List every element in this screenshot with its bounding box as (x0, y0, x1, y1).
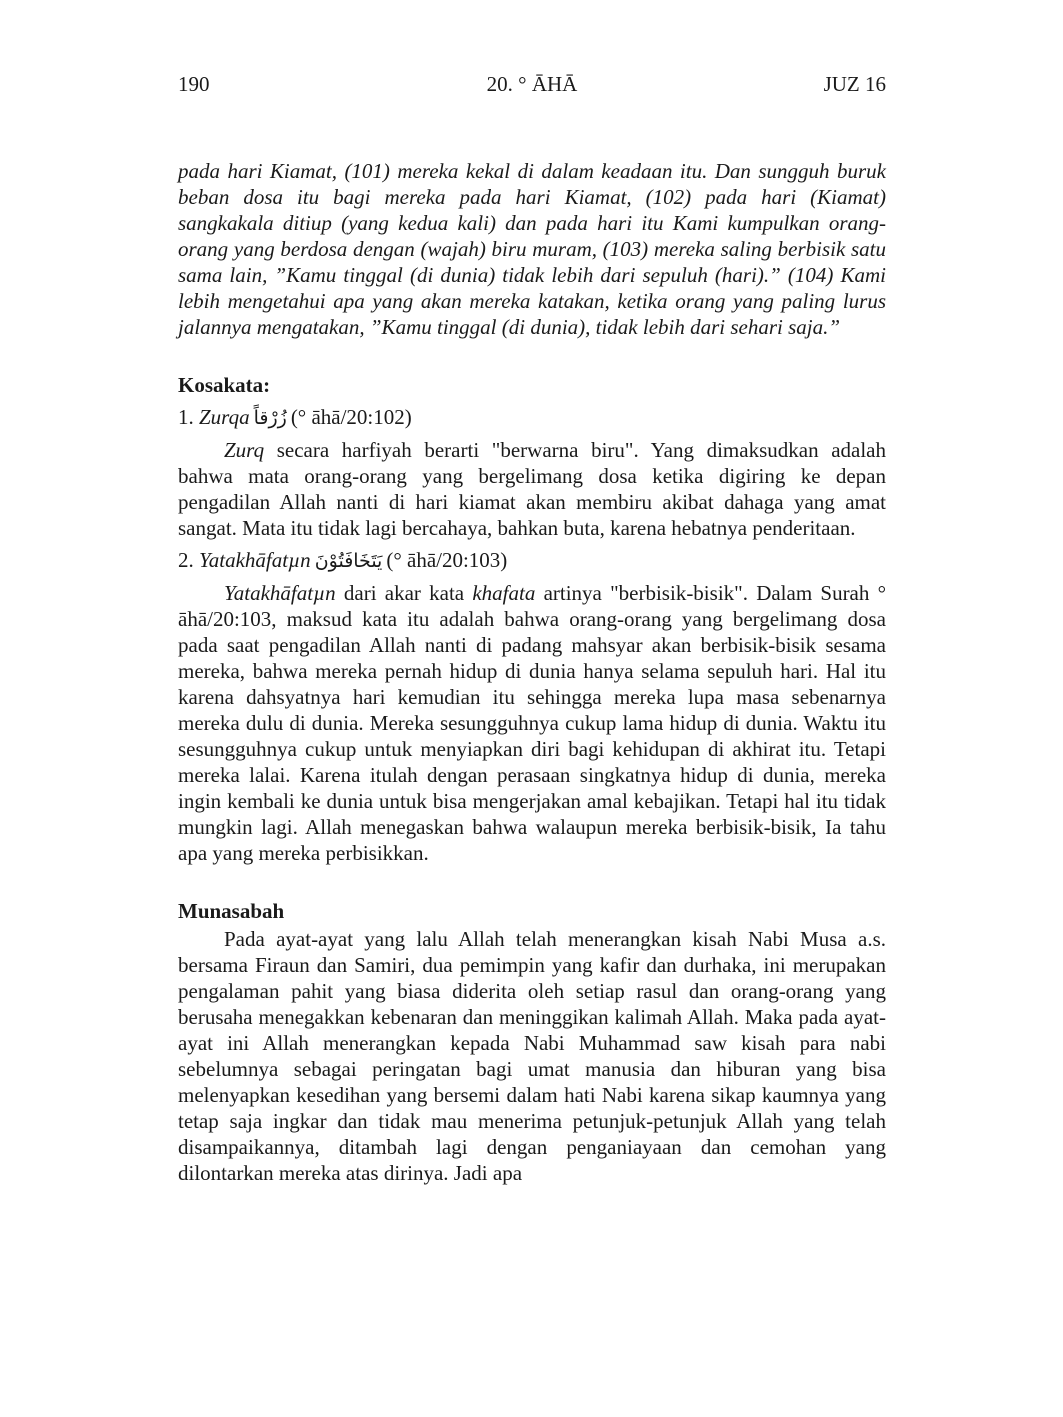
entry-reference: (° āhā/20:102) (290, 405, 412, 429)
vocab-entry-2-title (178, 547, 886, 574)
arabic-word: زُرْقاً (253, 407, 287, 429)
body-text: dari akar kata (335, 581, 473, 605)
body-text: artinya "berbisik-bisik". Dalam Surah ° āhā/20:103, maksud kata itu adalah bahwa orang-orang yang bergelimang dosa pada saat pengadilan Allah nanti di padang mahsyar akan berbisik-bisik sesama mereka, bahwa mereka pernah hidup di dunia hanya selama sepuluh hari. Hal itu karena dahsyatnya hari kemudian itu sehingga mereka lupa masa sebenarnya mereka dulu di dunia. Mereka sesungguhnya cukup lama hidup di dunia. Waktu itu sesungguhnya cukup untuk menyiapkan diri bagi kehidupan di akhirat itu. Tetapi mereka lalai. Karena itulah dengan perasaan singkatnya hidup di dunia, mereka ingin kembali ke dunia untuk bisa mengerjakan amal kebajikan. Tetapi hal itu tidak mungkin lagi. Allah menegaskan bahwa walaupun mereka berbisik-bisik, Ia tahu apa yang mereka perbisikkan. (178, 581, 887, 865)
page-number: 190 (178, 72, 210, 96)
body-text: secara harfiyah berarti "berwarna biru". Yang dimaksudkan adalah bahwa mata orang-orang yang bergelimang dosa ketika digiring ke depan pengadilan Allah nanti di hari kiamat akan membiru akibat dahaga yang amat sangat. Mata itu tidak lagi bercahaya, bahkan buta, karena hebatnya penderitaan. (178, 438, 886, 540)
body-term: Zurq (224, 438, 265, 462)
entry-term: Yatakhāfatµn (199, 548, 311, 572)
root-word: khafata (472, 581, 536, 605)
vocab-entry-1-title (178, 404, 886, 431)
munasabah-text: Pada ayat-ayat yang lalu Allah telah menerangkan kisah Nabi Musa a.s. bersama Firaun dan Samiri, dua pemimpin yang kafir dan durhaka, ini merupakan pengalaman pahit yang biasa diderita oleh setiap rasul dan orang-orang yang berusaha menegakkan kebenaran dan meninggikan kalimah Allah. Maka pada ayat-ayat ini Allah menerangkan kepada Nabi Muhammad saw kisah para nabi sebelumnya sebagai peringatan bagi umat manusia dan hiburan yang bisa melenyapkan kesedihan yang bersemi dalam hati Nabi karena sikap kaumnya yang tetap saja ingkar dan tidak mau menerima petunjuk-petunjuk Allah yang telah disampaikannya, ditambah lagi dengan penganiayaan dan cemohan yang dilontarkan mereka atas dirinya. Jadi apa (178, 927, 886, 1185)
munasabah-heading: Munasabah (178, 899, 285, 923)
entry-number: 1. (178, 405, 194, 429)
body-term: Yatakhāfatµn (224, 581, 336, 605)
page-header (178, 72, 886, 102)
vocab-entry-2-body (178, 580, 886, 866)
entry-term: Zurqa (199, 405, 250, 429)
verse-translation: pada hari Kiamat, (101) mereka kekal di dalam keadaan itu. Dan sungguh buruk beban dosa itu bagi mereka pada hari Kiamat, (102) pada hari (Kiamat) sangkakala ditiup (yang kedua kali) dan pada hari itu Kami kumpulkan orang-orang yang berdosa dengan (wajah) biru muram, (103) mereka saling berbisik satu sama lain, ”Kamu tinggal (di dunia) tidak lebih dari sepuluh (hari).” (104) Kami lebih mengetahui apa yang akan mereka katakan, ketika orang yang paling lurus jalannya mengatakan, ”Kamu tinggal (di dunia), tidak lebih dari sehari saja.” (178, 159, 886, 339)
entry-number: 2. (178, 548, 194, 572)
kosakata-heading: Kosakata: (178, 373, 271, 397)
chapter-title: 20. ° ĀHĀ (486, 72, 578, 96)
arabic-word: يَتَخَافَتُوْنَ (314, 550, 383, 572)
page-body (178, 158, 886, 1186)
vocab-entry-1-body (178, 437, 886, 541)
entry-reference: (° āhā/20:103) (386, 548, 508, 572)
juz-label: JUZ 16 (823, 72, 886, 96)
